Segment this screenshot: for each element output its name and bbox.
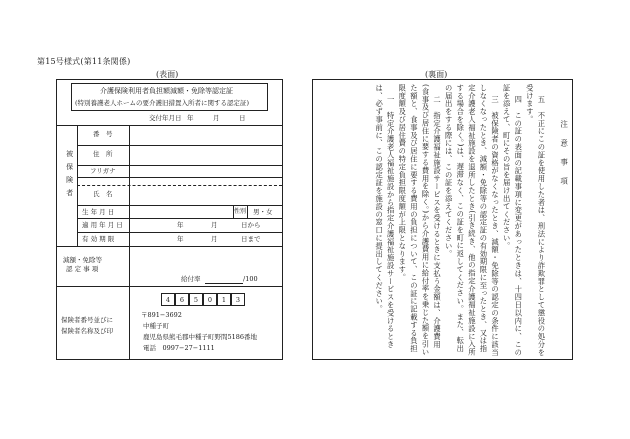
insurer-phone: 電話 0997−27−1111 bbox=[143, 344, 215, 352]
back-side-label: (裏面) bbox=[425, 70, 448, 79]
issue-year: 年 bbox=[187, 114, 194, 122]
start-date-label: 適 用 年 月 日 bbox=[82, 221, 123, 229]
front-side-label: (表面) bbox=[156, 70, 179, 79]
notes-body bbox=[315, 84, 559, 358]
number-label: 番 号 bbox=[93, 130, 113, 138]
certificate-subtitle: (特別養護老人ホームの要介護旧措置入所者に関する認定証) bbox=[75, 99, 250, 107]
note-item: 一 特定介護老人福祉施設から指定介護福祉施設サービスを受けるときは、必ず事前に、この認定証を施設の窓口に提出してください。 bbox=[375, 84, 396, 349]
furigana-label: フリガナ bbox=[90, 167, 116, 175]
issue-date-label: 交付年月日 bbox=[149, 114, 182, 122]
issue-day: 日 bbox=[239, 114, 246, 122]
back-notes-card bbox=[312, 79, 573, 360]
name-label: 氏 名 bbox=[93, 190, 113, 198]
insurer-digit: 4 bbox=[161, 293, 175, 306]
certificate-title-box bbox=[71, 83, 268, 111]
start-day: 日から bbox=[241, 221, 261, 229]
benefit-rate-suffix: /100 bbox=[243, 275, 258, 283]
sex-value: 男・女 bbox=[253, 208, 273, 216]
note-item: 五 不正にこの証を使用した者は、刑法により詐欺罪として懲役の処分を受けます。 bbox=[525, 84, 547, 357]
reduction-label-line2: 認 定 事 項 bbox=[66, 265, 99, 273]
front-certificate bbox=[56, 79, 283, 360]
note-item: 四 この証の表面の記載事項に変更があったときは、十四日以内に、この証を添えて、町にその旨を届け出てください。 bbox=[502, 84, 524, 357]
expiry-month: 月 bbox=[211, 235, 218, 243]
expiry-day: 日まで bbox=[241, 235, 261, 243]
postal-code: 〒891−3692 bbox=[141, 311, 182, 319]
insurer-digit: 6 bbox=[175, 293, 189, 306]
insurer-label-line2: 保険者名称及び印 bbox=[61, 327, 113, 335]
start-year: 年 bbox=[177, 221, 184, 229]
insurer-digit: 5 bbox=[189, 293, 203, 306]
insured-person-label: 被保険者 bbox=[65, 150, 74, 202]
certificate-title: 介護保険利用者負担額減額・免除等認定証 bbox=[100, 87, 233, 95]
issue-month: 月 bbox=[213, 114, 220, 122]
sex-label: 性別 bbox=[234, 208, 247, 215]
note-item: 三 被保険者の資格がなくなったとき、減額・免除等の認定の条件に該当しなくなったとき、減額・免除等の認定証の有効期限に至ったとき、又は指定介護老人福祉施設を退所したとき(引き続き、他の指定介護福祉施設に入所する場合を除く。)は、遅滞なく、この証を町に返してください。また、転出の届出をする際には、この証を添えてください。 bbox=[444, 84, 501, 357]
form-number: 第15号様式(第11条関係) bbox=[37, 57, 131, 66]
benefit-rate-label: 給付率 bbox=[181, 275, 201, 283]
insurer-number-boxes bbox=[161, 293, 245, 306]
insurer-digit: 0 bbox=[203, 293, 217, 306]
insurer-digit: 1 bbox=[217, 293, 231, 306]
address-label: 住 所 bbox=[93, 150, 113, 158]
note-item: 二 指定介護福祉施設サービスを受けるときに支払う金額は、介護費用(食事及び居住に要する費用を除く。)から介護費用に給付率を乗じた額を引いた額と、食事及び居住に要する費用の負担について、この証に記載する負担限度額及び居住費の特定負担限度額が上限となります。 bbox=[398, 84, 443, 356]
insurer-address: 鹿児島県熊毛郡中種子町野間5186番地 bbox=[143, 333, 258, 341]
start-month: 月 bbox=[211, 221, 218, 229]
expiry-label: 有 効 期 限 bbox=[82, 235, 115, 243]
notes-heading: 注 意 事 項 bbox=[559, 120, 569, 187]
expiry-year: 年 bbox=[177, 235, 184, 243]
reduction-label-line1: 減額・免除等 bbox=[63, 256, 102, 264]
town-name: 中種子町 bbox=[143, 322, 169, 330]
insurer-label-line1: 保険者番号並びに bbox=[61, 316, 113, 324]
insurer-digit: 3 bbox=[231, 293, 245, 306]
birth-date-label: 生 年 月 日 bbox=[82, 208, 115, 216]
